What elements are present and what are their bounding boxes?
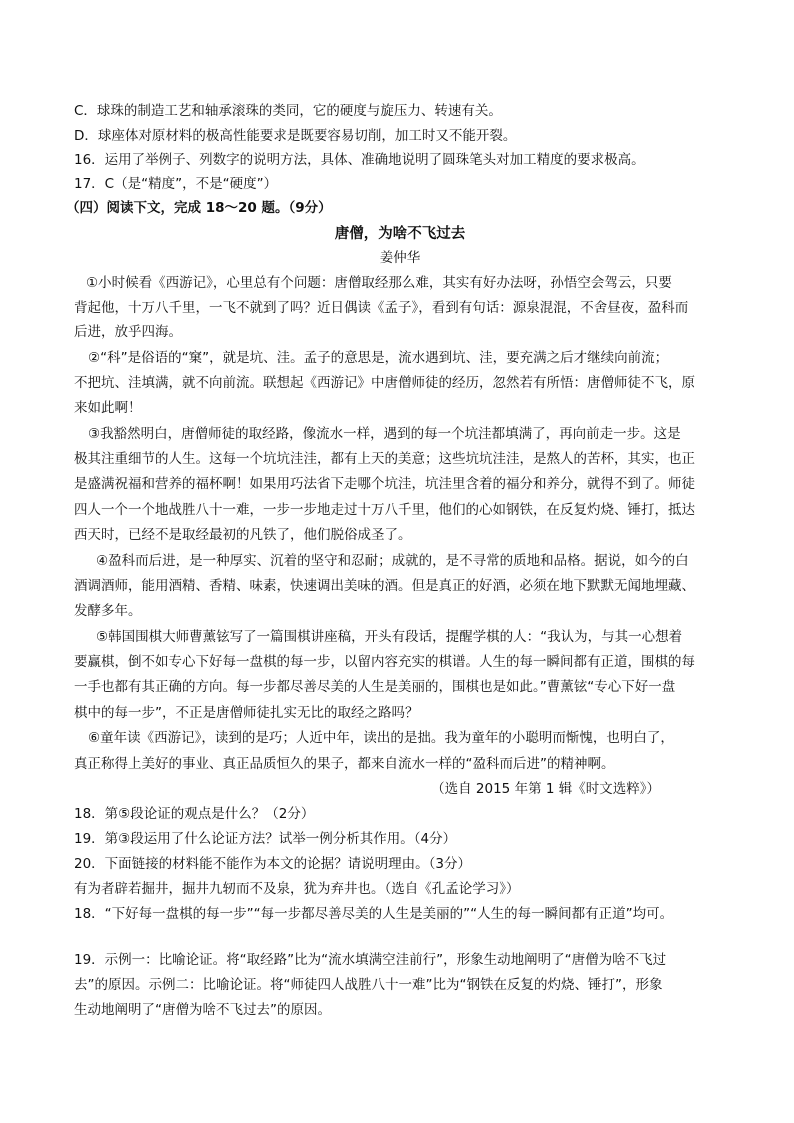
answer-17: 17．C（是“精度”，不是“硬度”）: [74, 176, 278, 192]
paragraph-line: ⑥童年读《西游记》，读到的是巧；人近中年，读出的是拙。我为童年的小聪明而惭愧，也明白了，: [88, 730, 674, 746]
paragraph-line: 一手也都有其正确的方向。每一步都尽善尽美的人生是美丽的，围棋也是如此。”曹薰铉“专心下好一盘: [74, 679, 676, 695]
answer-19-line: 19．示例一：比喻论证。将“取经路”比为“流水填满空洼前行”，形象生动地阐明了“唐僧为啥不飞过: [74, 952, 667, 968]
paragraph-line: ①小时候看《西游记》，心里总有个问题：唐僧取经那么难，其实有好办法呀，孙悟空会驾云，只要: [86, 275, 672, 291]
paragraph-line: 来如此啊！: [74, 400, 142, 416]
option-d: D．球座体对原材料的极高性能要求是既要容易切削，加工时又不能开裂。: [74, 128, 517, 144]
question-20: 20．下面链接的材料能不能作为本文的论据？请说明理由。（3分）: [74, 856, 472, 872]
paragraph-line: 酒调酒师，能用酒精、香精、味素，快速调出美味的酒。但是真正的好酒，必须在地下默默无闻地埋藏、: [74, 578, 695, 594]
paragraph-line: ⑤韩国围棋大师曹薰铉写了一篇围棋讲座稿，开头有段话，提醒学棋的人：“我认为，与其一心想着: [96, 629, 683, 645]
paragraph-line: 不把坑、洼填满，就不向前流。联想起《西游记》中唐僧师徒的经历，忽然若有所悟：唐僧师徒不飞，原: [74, 375, 695, 391]
paragraph-line: 西天时，已经不是取经最初的凡铁了，他们脱俗成圣了。: [74, 527, 412, 543]
paragraph-line: 极其注重细节的人生。这每一个坑坑洼洼，都有上天的美意；这些坑坑洼洼，是熬人的苦杯，其实，也正: [74, 451, 695, 467]
article-title: 唐僧，为啥不飞过去: [334, 226, 466, 242]
option-c: C．球珠的制造工艺和轴承滚珠的类同，它的硬度与旋压力、转速有关。: [74, 103, 502, 119]
paragraph-line: 是盛满祝福和营养的福杯啊！如果用巧法省下走哪个坑洼，坑洼里含着的福分和养分，就得不到了。师徒: [74, 476, 695, 492]
paragraph-line: 背起他，十万八千里，一飞不就到了吗？近日偶读《孟子》，看到有句话：源泉混混，不舍昼夜，盈科而: [74, 300, 689, 316]
paragraph-line: ②“科”是俗语的“窠”，就是坑、洼。孟子的意思是，流水遇到坑、洼，要充满之后才继续向前流；: [88, 350, 669, 366]
paragraph-line: 棋中的每一步”，不正是唐僧师徒扎实无比的取经之路吗？: [74, 705, 419, 721]
paragraph-line: 四人一个一个地战胜八十一难，一步一步地走过十万八千里，他们的心如钢铁，在反复灼烧、锤打，抵达: [74, 502, 695, 518]
answer-19-line: 去”的原因。示例二：比喻论证。将“师徒四人战胜八十一难”比为“钢铁在反复的灼烧、锤打”，形象: [74, 977, 663, 993]
paragraph-line: 真正称得上美好的事业、真正品质恒久的果子，都来自流水一样的“盈科而后进”的精神啊。: [74, 756, 615, 772]
answer-16: 16．运用了举例子、列数字的说明方法，具体、准确地说明了圆珠笔头对加工精度的要求极高。: [74, 152, 645, 168]
paragraph-line: 发酵多年。: [74, 603, 142, 619]
section-heading: （四）阅读下文，完成 18～20 题。（9分）: [66, 200, 332, 216]
paragraph-line: ④盈科而后进，是一种厚实、沉着的坚守和忍耐；成就的，是不寻常的质地和品格。据说，如今的白: [96, 553, 689, 569]
article-source: （选自 2015 年第 1 辑《时文选粹》）: [431, 781, 660, 797]
paragraph-line: 后进，放乎四海。: [74, 324, 182, 340]
article-author: 姜仲华: [379, 250, 421, 266]
answer-18: 18．“下好每一盘棋的每一步”“每一步都尽善尽美的人生是美丽的”“人生的每一瞬间都有正道”均可。: [74, 906, 674, 922]
paragraph-line: ③我豁然明白，唐僧师徒的取经路，像流水一样，遇到的每一个坑洼都填满了，再向前走一步。这是: [88, 426, 681, 442]
question-19: 19．第③段运用了什么论证方法？试举一例分析其作用。（4分）: [74, 831, 457, 847]
paragraph-line: 要赢棋，倒不如专心下好每一盘棋的每一步，以留内容充实的棋谱。人生的每一瞬间都有正道，围棋的每: [74, 654, 695, 670]
question-18: 18．第⑤段论证的观点是什么？（2分）: [74, 806, 315, 822]
answer-19-line: 生动地阐明了“唐僧为啥不飞过去”的原因。: [74, 1002, 331, 1018]
question-20-material: 有为者辟若掘井，掘井九轫而不及泉，犹为弃井也。（选自《孔孟论学习》）: [74, 881, 520, 897]
